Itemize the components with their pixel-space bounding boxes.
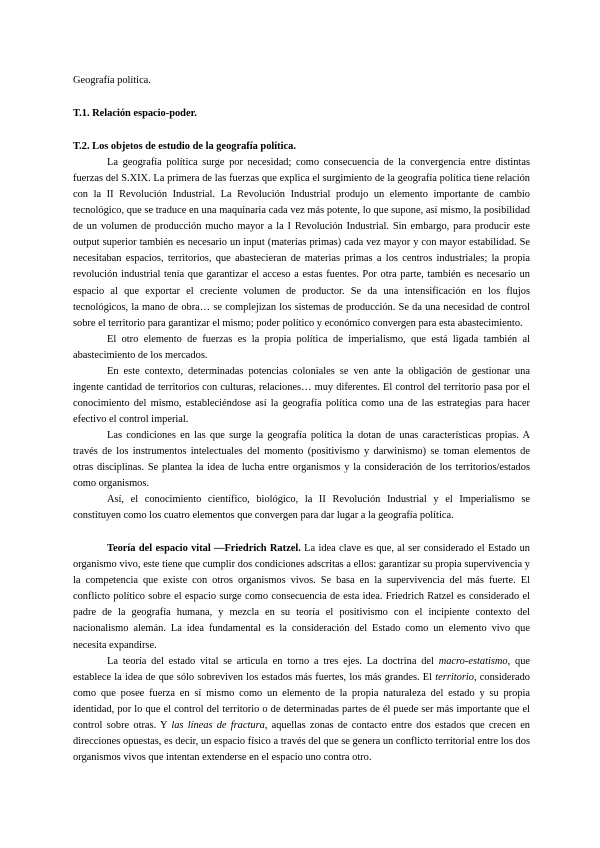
axes-paragraph bbox=[73, 654, 530, 766]
section-heading-t2: T.2. Los objetos de estudio de la geografía política. bbox=[73, 141, 296, 153]
paragraph: Las condiciones en las que surge la geografía política la dotan de unas características propias. A través de los instrumentos intelectuales del momento (positivismo y darwinismo) se toman elementos de otras disciplinas. Se plantea la idea de lucha entre organismos y la consideración de los territorios/estados como organismos. bbox=[73, 429, 530, 490]
document-title: Geografía política. bbox=[73, 75, 151, 86]
ratzel-heading: Teoría del espacio vital —Friedrich Ratzel. bbox=[107, 543, 301, 555]
ratzel-paragraph bbox=[73, 541, 530, 653]
paragraph: Así, el conocimiento científico, biológico, la II Revolución Industrial y el Imperialismo se constituyen como los cuatro elementos que convergen para dar lugar a la geografía política. bbox=[73, 494, 530, 522]
term-macro-estatismo: macro-estatismo bbox=[438, 655, 508, 667]
axes-text-1: , que establece la idea de que sólo sobreviven los estados más fuertes, los más grandes. El bbox=[73, 655, 530, 683]
ratzel-text: La idea clave es que, al ser considerado el Estado un organismo vivo, este tiene que cumplir dos condiciones adscritas a ellos: garantizar su propia supervivencia y la competencia que existe con otros organismos vivos. Se basa en la supervivencia del más fuerte. El conflicto político sobre el espacio surge como consecuencia de esta idea. Friedrich Ratzel es considerado el padre de la geografía humana, y mezcla en su teoría el positivismo con el incipiente contexto del nacionalismo alemán. La idea fundamental es la consideración del Estado como un elemento vivo que necesita expandirse. bbox=[73, 543, 531, 651]
axes-text-2: , considerado como que posee fuerza en sí mismo como un elemento de la propia naturaleza del estado y su propia identidad, por lo que el control del territorio o de determinadas partes de él puede ser más importante que el control sobre otras. Y bbox=[73, 671, 530, 731]
spacer bbox=[73, 524, 530, 541]
paragraph: En este contexto, determinadas potencias coloniales se ven ante la obligación de gestionar una ingente cantidad de territorios con culturas, relaciones… muy diferentes. El control del territorio pasa por el conocimiento del mismo, estableciéndose así la geografía política como una de las estrategias para hacer efectivo el control imperial. bbox=[73, 365, 530, 425]
term-territorio: territorio bbox=[435, 671, 474, 683]
term-lineas-de-fractura: las líneas de fractura bbox=[171, 719, 265, 731]
axes-intro: La teoría del estado vital se articula en torno a tres ejes. La doctrina del bbox=[107, 655, 439, 667]
document-content bbox=[73, 73, 530, 766]
paragraph: La geografía política surge por necesidad; como consecuencia de la convergencia entre distintas fuerzas del S.XIX. La primera de las fuerzas que explica el surgimiento de la geografía política tiene relación con la II Revolución Industrial. La Revolución Industrial produjo un elemento importante de cambio tecnológico, que se traduce en una maquinaria cada vez más potente, lo que supone, así mismo, la posibilidad de un volumen de producción mucho mayor a la I Revolución Industrial. Sin embargo, para producir este output superior también es necesario un input (materias primas) cada vez mayor y con mayor estabilidad. Se necesitaban espacios, territorios, que abastecieran de materias primas a los centros industriales; la propia revolución industrial tenía que garantizar el acceso a estas fuentes. Por otra parte, también es necesario un espacio al que exportar el creciente volumen de productor. Se da una intensificación en los flujos tecnológicos, la mano de obra… se complejizan los sistemas de producción. Se da una necesidad de control sobre el territorio para garantizar el mismo; poder político y económico convergen para esta abastecimiento. bbox=[73, 157, 530, 329]
axes-text-3: , aquellas zonas de contacto entre dos estados que crecen en direcciones opuestas, es decir, un espacio físico a través del que se genera un conflicto territorial entre los dos organismos vivos que intentan extenderse en el espacio uno contra otro. bbox=[73, 719, 530, 763]
paragraph: El otro elemento de fuerzas es la propia política de imperialismo, que está ligada también al abastecimiento de los mercados. bbox=[73, 333, 530, 361]
section-heading-t1: T.1. Relación espacio-poder. bbox=[73, 108, 197, 120]
